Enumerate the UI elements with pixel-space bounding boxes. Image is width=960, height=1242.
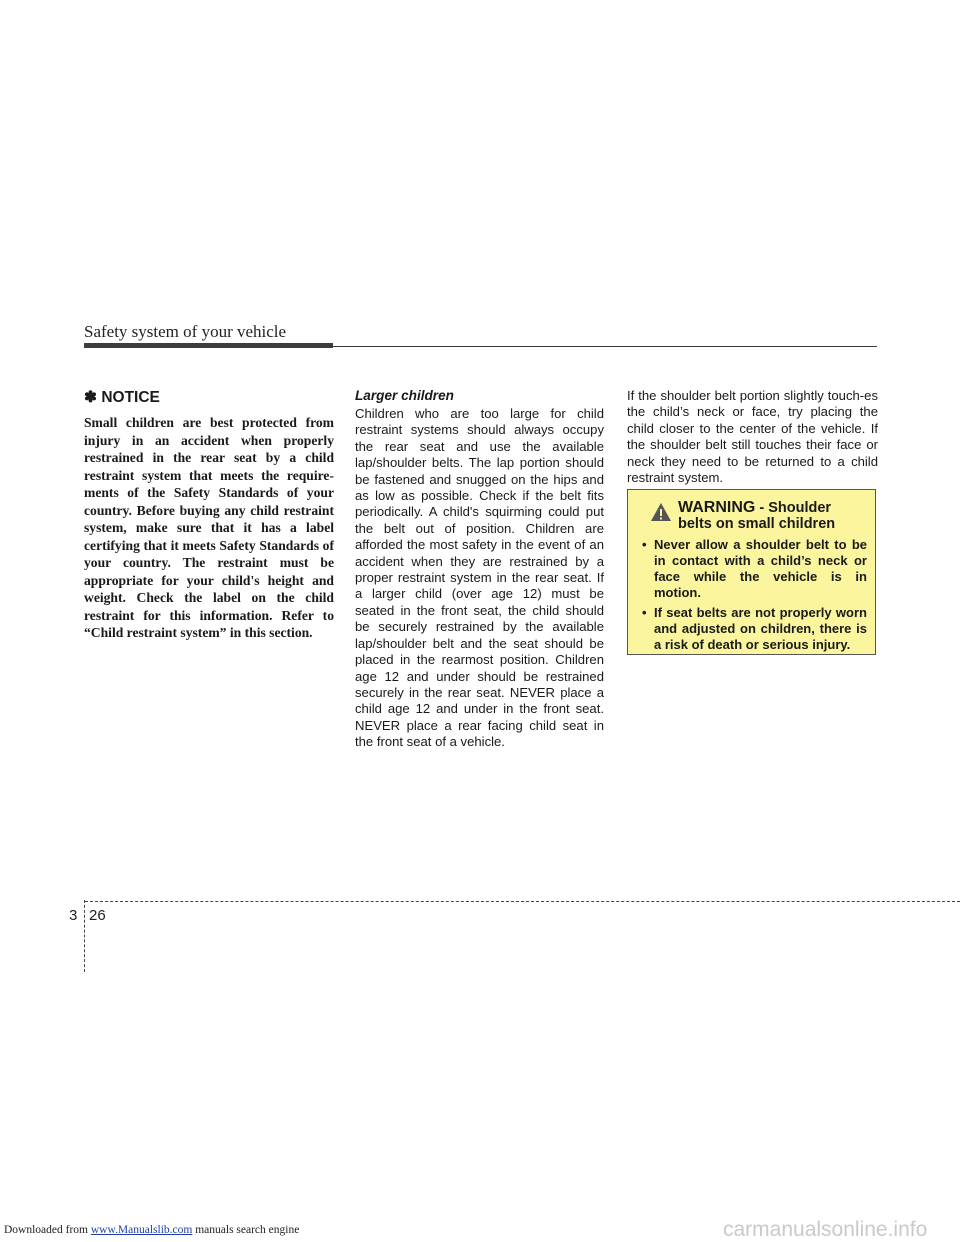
- warning-box: [627, 489, 876, 655]
- warning-item: [638, 605, 867, 653]
- page-number: 26: [89, 907, 106, 924]
- notice-body: Small children are best protected from injury in an accident when properly restrained in the rear seat by a child restraint system that meets the require-ments of the Safety Standards of your country. Before buying any child restraint system, make sure that it has a label certifying that it meets Safety Standards of your country. The restraint must be appropriate for your child's height and weight. Check the label on the child restraint for this information. Refer to “Child restraint system” in this section.: [84, 415, 334, 640]
- manualslib-link[interactable]: www.Manualslib.com: [90, 1224, 193, 1236]
- larger-children-title: Larger children: [355, 388, 454, 403]
- bullet-icon: •: [642, 605, 647, 620]
- warning-heading: [638, 500, 867, 532]
- warning-list: [638, 537, 867, 653]
- notice-star-icon: ✽: [84, 389, 97, 406]
- header-rule-thin: [333, 346, 877, 347]
- warning-subtitle: - Shoulder belts on small children: [678, 500, 836, 532]
- warning-label: WARNING: [678, 499, 756, 516]
- notice-title: NOTICE: [101, 389, 160, 406]
- notice-heading: [84, 388, 334, 408]
- warning-triangle-icon: [650, 502, 672, 522]
- warning-item-text: Never allow a shoulder belt to be in contact with a child’s neck or face while the vehicle is in motion.: [654, 537, 867, 600]
- watermark: carmanualsonline.info: [723, 1218, 928, 1241]
- warning-item-text: If seat belts are not properly worn and adjusted on children, there is a risk of death or serious injury.: [654, 605, 867, 652]
- page-number-divider-vertical: [84, 900, 85, 972]
- download-footer: [4, 1224, 299, 1236]
- larger-children-body: Children who are too large for child restraint systems should always occupy the rear seat and use the available lap/shoulder belts. The lap portion should be fastened and snugged on the hips and as low as possible. Check if the belt fits periodically. A child's squirming could put the belt out of position. Children are afforded the most safety in the event of an accident when they are restrained by a proper restraint system in the rear seat. If a larger child (over age 12) must be seated in the front seat, the child should be securely restrained by the available lap/shoulder belt and the seat should be placed in the rearmost position. Children age 12 and under should be restrained securely in the rear seat. NEVER place a child age 12 and under in the front seat. NEVER place a rear facing child seat in the front seat of a vehicle.: [355, 406, 604, 750]
- chapter-number: 3: [69, 907, 78, 924]
- section-title: Safety system of your vehicle: [84, 322, 287, 341]
- footer-suffix: manuals search engine: [192, 1224, 300, 1236]
- larger-children-column: [355, 388, 604, 751]
- warning-title: [678, 500, 867, 532]
- warning-item: [638, 537, 867, 601]
- header-rule-thick: [84, 343, 333, 348]
- shoulder-belt-column: [627, 388, 878, 486]
- page-number-divider-horizontal: [85, 901, 960, 902]
- bullet-icon: •: [642, 537, 647, 552]
- shoulder-belt-body: If the shoulder belt portion slightly touch-es the child’s neck or face, try placing the child closer to the center of the vehicle. If the shoulder belt still touches their face or neck they need to be returned to a child restraint system.: [627, 388, 878, 486]
- footer-prefix: Downloaded from: [4, 1224, 91, 1236]
- notice-column: [84, 388, 334, 642]
